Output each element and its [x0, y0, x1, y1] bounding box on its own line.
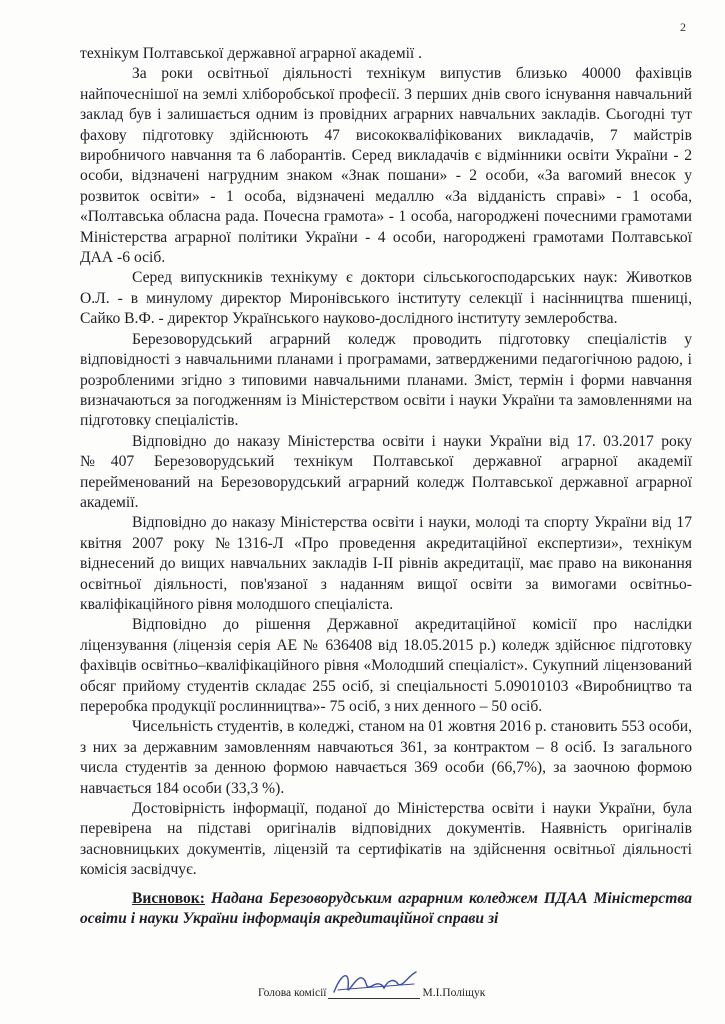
handwritten-signature-icon: [328, 966, 420, 1000]
paragraph-6: Відповідно до наказу Міністерства освіти і науки, молоді та спорту України від 17 квітня 2007 року №1316-Л «Про проведення акредитаційної експертизи», технікум віднесений до вищих навчальних закладів І-ІІ рівнів акредитації, має право на виконання освітньої діяльності, пов'язаної з наданням вищої освіти за вимогами освітньо-кваліфікаційного рівня молодшого спеціаліста.: [80, 514, 692, 613]
paragraph-3: Серед випускників технікуму є доктори сільськогосподарських наук: Животков О.Л. - в минулому директор Миронівського інституту селекції і насінництва пшениці, Сайко В.Ф. - директор Українського науково-дослідного інституту землеробства.: [80, 269, 692, 328]
paragraph-5: Відповідно до наказу Міністерства освіти і науки України від 17. 03.2017 року №407 Березоворудський технікум Полтавської державної аграрної академії перейменований на Березоворудський аграрний коледж Полтавської державної аграрної академії.: [80, 432, 692, 511]
signature-block: [258, 974, 485, 999]
signature-line: [328, 974, 420, 999]
conclusion-heading: Висновок:: [132, 889, 205, 907]
conclusion-text: Надана Березоворудським аграрним коледжем ПДАА Міністерства освіти і науки України інформація акредитаційної справи зі: [80, 889, 692, 928]
signature-role: Голова комісії: [258, 987, 327, 999]
paragraph-8: Чисельність студентів, в коледжі, станом на 01 жовтня 2016 р. становить 553 особи, з них за державним замовленням навчаються 361, за контрактом – 8 осіб. Із загального числа студентів за денною формою навчається 369 особи (66,7%), за заочною формою навчається 184 особи (33,3 %).: [80, 718, 692, 797]
paragraph-2: За роки освітньої діяльності технікум випустив близько 40000 фахівців найпочеснішої на землі хліборобської професії. З перших днів свого існування навчальний заклад був і залишається одним із провідних аграрних навчальних закладів. Сьогодні тут фахову підготовку здійснюють 47 висококваліфікованих викладачів, 7 майстрів виробничого навчання та 6 лаборантів. Серед викладачів є відмінники освіти України - 2 особи, відзначені нагрудним знаком «Знак пошани» - 2 особи, «За вагомий внесок у розвиток освіти» - 1 особа, відзначені медаллю «За відданість справі» - 1 особа, «Полтавська обласна рада. Почесна грамота» - 1 особа, нагороджені почесними грамотами Міністерства аграрної політики України - 4 особи, нагороджені грамотами Полтавської ДАА -6 осіб.: [80, 65, 692, 267]
paragraph-4: Березоворудський аграрний коледж проводить підготовку спеціалістів у відповідності з навчальними планами і програмами, затвердженими педагогічною радою, і розробленими згідно з типовими навчальними планами. Зміст, термін і форми навчання визначаються за погодженням із Міністерством освіти і науки України та замовленнями на підготовку спеціалістів.: [80, 330, 692, 430]
paragraph-7: Відповідно до рішення Державної акредитаційної комісії про наслідки ліцензування (ліцензія серія АЕ № 636408 від 18.05.2015 р.) коледж здійснює підготовку фахівців освітньо–кваліфікаційного рівня «Молодший спеціаліст». Сукупний ліцензований обсяг прийому студентів складає 255 осіб, зі спеціальності 5.09010103 «Виробництво та переробка продукції рослинництва»- 75 осіб, з них денного – 50 осіб.: [80, 616, 692, 715]
paragraph-1: технікум Полтавської державної аграрної академії .: [80, 45, 423, 62]
page-number: 2: [680, 20, 686, 34]
document-body: [80, 44, 692, 929]
signature-name: М.І.Поліщук: [422, 987, 486, 999]
conclusion-paragraph: [80, 889, 692, 930]
paragraph-9: Достовірність інформації, поданої до Міністерства освіти і науки України, була перевірена на підставі оригіналів відповідних документів. Наявність оригіналів засновницьких документів, ліцензій та сертифікатів на здійснення освітньої діяльності комісія засвідчує.: [80, 800, 692, 879]
